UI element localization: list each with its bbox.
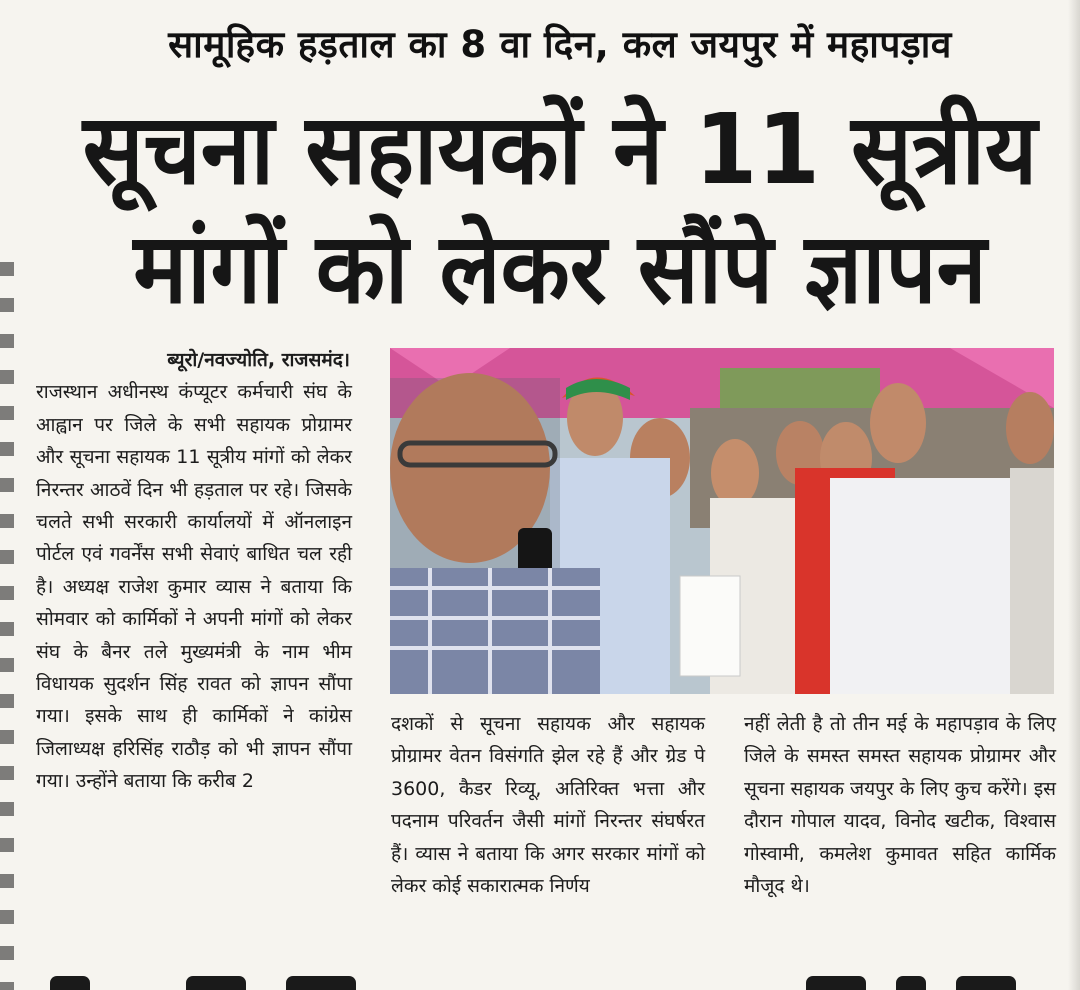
headline-line-2: मांगों को लेकर सौंपे ज्ञापन [133,212,987,326]
article-column-3 [744,708,1056,902]
column-2-text: दशकों से सूचना सहायक और सहायक प्रोग्रामर वेतन विसंगति झेल रहे हैं और ग्रेड पे 3600, कैडर रिव्यू, अतिरिक्त भत्ता और पदनाम परिवर्तन जैसी मांगों निरन्तर संघर्षरत हैं। व्यास ने बताया कि अगर सरकार मांगों को लेकर कोई सकारात्मक निर्णय [391,713,705,898]
byline: ब्यूरो/नवज्योति, राजसमंद। [167,349,350,371]
headline-line-1: सूचना सहायकों ने 11 सूत्रीय [82,93,1038,207]
main-headline [40,91,1080,329]
photo-illustration [390,348,1054,694]
column-3-text: नहीं लेती है तो तीन मई के महापड़ाव के लिए जिले के समस्त समस्त सहायक प्रोग्रामर और सूचना सहायक जयपुर के लिए कुच करेंगे। इस दौरान गोपाल यादव, विनोद खटीक, विश्वास गोस्वामी, कमलेश कुमावत सहित कार्मिक मौजूद थे। [744,713,1056,898]
next-headline-cut-off [36,972,1056,990]
news-photo [390,348,1054,694]
column-1-text: राजस्थान अधीनस्थ कंप्यूटर कर्मचारी संघ के आह्वान पर जिले के सभी सहायक प्रोग्रामर और सूचना सहायक 11 सूत्रीय मांगों को लेकर निरन्तर आठवें दिन भी हड़ताल पर रहे। जिसके चलते सभी सरकारी कार्यालयों में ऑनलाइन पोर्टल एवं गवर्नेंस सभी सेवाएं बाधित चल रही है। अध्यक्ष राजेश कुमार व्यास ने बताया कि सोमवार को कार्मिकों ने अपनी मांगों को लेकर संघ के बैनर तले मुख्यमंत्री के नाम भीम विधायक सुदर्शन सिंह रावत को ज्ञापन सौंपा गया। इसके साथ ही कार्मिकों ने कांग्रेस जिलाध्यक्ष हरिसिंह राठौड़ को भी ज्ञापन सौंपा गया। उन्होंने बताया कि करीब 2 [36,381,352,793]
article-column-2 [391,708,705,902]
kicker-headline: सामूहिक हड़ताल का 8 वा दिन, कल जयपुर में महापड़ाव [168,23,952,66]
adjacent-column-edge [0,240,14,990]
article-column-1 [36,344,352,798]
